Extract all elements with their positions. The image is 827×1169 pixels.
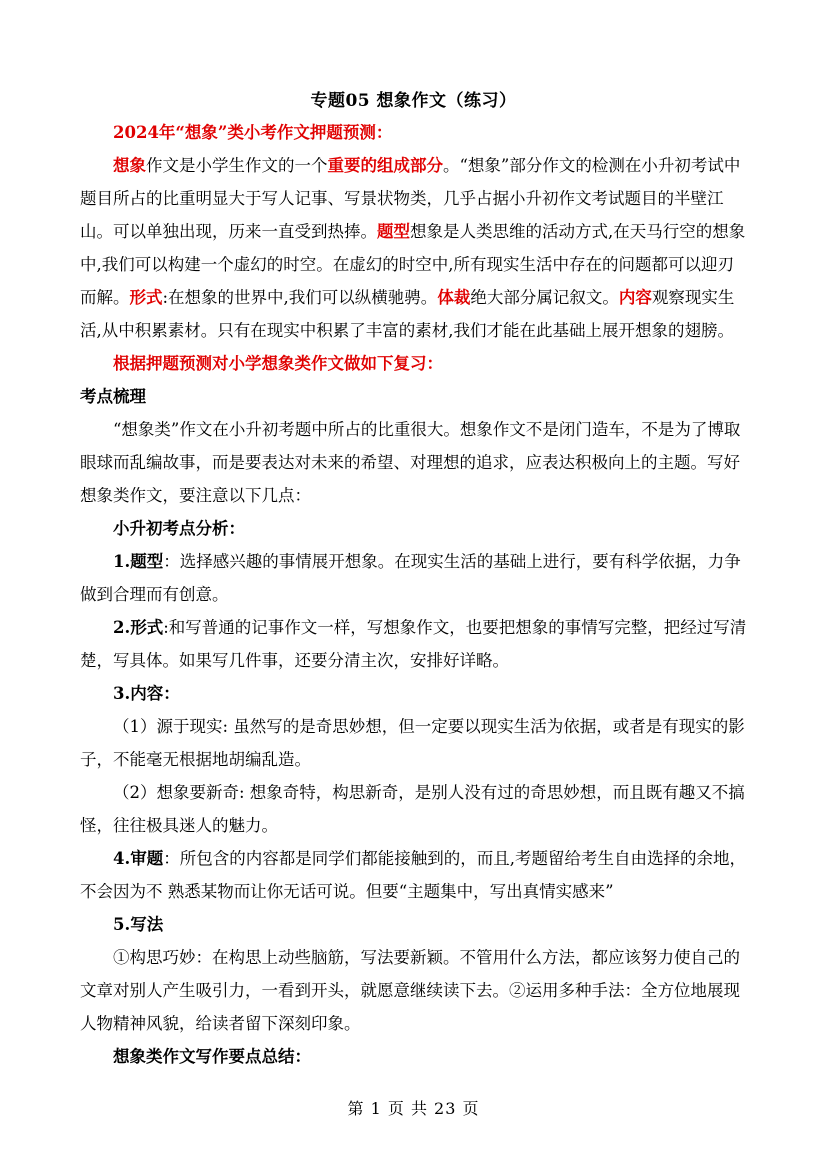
intro-text: 绝大部分属记叙文。 [470, 288, 619, 307]
item-writing-method: ①构思巧妙：在构思上动些脑筋，写法要新颖。不管用什么方法，都应该努力使自己的文章对别人产生吸引力，一看到开头，就愿意继续读下去。②运用多种手法：全方位地展现人物精神风貌，给读者留下深刻印象。 [80, 948, 740, 1033]
item-topic-review [80, 842, 748, 908]
item-text: ：选择感兴趣的事情展开想象。在现实生活的基础上进行，要有科学依据，力争做到合理而有创意。 [80, 552, 741, 604]
intro-keyword-type: 题型 [377, 222, 410, 241]
kaodian-heading: 考点梳理 [80, 387, 146, 406]
item-label-colon: ： [163, 684, 180, 703]
item-form [80, 611, 748, 677]
prediction-heading: 2024年“想象”类小考作文押题预测： [113, 123, 393, 142]
document-body [80, 116, 748, 1073]
intro-text: 想象是人类思维的活动方式,在天马行空的想象中,我们可以构建一个虚幻的时空。在虚幻的时空中,所有现实生活中存在的问题都可以迎刃而解。 [80, 222, 746, 307]
intro-keyword-important: 重要的组成部分 [327, 156, 443, 175]
item-writing-method-heading [80, 908, 748, 941]
item-question-type [80, 545, 748, 611]
analysis-heading: 小升初考点分析： [113, 519, 245, 538]
kaodian-paragraph: “想象类”作文在小升初考题中所占的比重很大。想象作文不是闭门造车，不是为了博取眼球而乱编故事，而是要表达对未来的希望、对理想的追求，应表达积极向上的主题。写好想象类作文，要注意以下几点： [80, 420, 741, 505]
page-title: 专题05 想象作文（练习） [310, 91, 517, 111]
item-content [80, 677, 748, 710]
item-label: 4.审题 [113, 849, 164, 868]
review-heading: 根据押题预测对小学想象类作文做如下复习： [113, 354, 443, 373]
intro-paragraph [80, 149, 748, 347]
intro-keyword-imagination: 想象 [113, 156, 146, 175]
item-label: 1.题型 [113, 552, 164, 571]
item-content-sub2: （2）想象要新奇: 想象奇特，构思新奇，是别人没有过的奇思妙想，而且既有趣又不搞怪，往往极具迷人的魅力。 [80, 783, 745, 835]
intro-keyword-form: 形式 [129, 288, 163, 307]
intro-text: :在想象的世界中,我们可以纵横驰骋。 [162, 288, 438, 307]
item-text: ：所包含的内容都是同学们都能接触到的，而且,考题留给考生自由选择的余地，不会因为不 熟悉某物而让你无话可说。但要“主题集中，写出真情实感来” [80, 849, 746, 901]
item-text: :和写普通的记事作文一样，写想象作文，也要把想象的事情写完整，把经过写清楚，写具体。如果写几件事，还要分清主次，安排好详略。 [80, 618, 747, 670]
item-content-sub1: （1）源于现实: 虽然写的是奇思妙想，但一定要以现实生活为依据，或者是有现实的影子，不能毫无根据地胡编乱造。 [80, 717, 745, 769]
item-label: 5.写法 [113, 915, 164, 934]
summary-heading: 想象类作文写作要点总结： [113, 1047, 311, 1066]
intro-text: 作文是小学生作文的一个 [146, 156, 328, 175]
intro-text: 观察现实生活,从中积累素材。只有在现实中积累了丰富的素材,我们才能在此基础上展开想象的翅膀。 [80, 288, 735, 340]
item-label: 3.内容 [113, 684, 164, 703]
intro-keyword-content: 内容 [618, 288, 652, 307]
item-label: 2.形式 [113, 618, 164, 637]
intro-keyword-genre: 体裁 [437, 288, 471, 307]
intro-text: 。“想象”部分作文的检测在小升初考试中题目所占的比重明显大于写人记事、写景状物类，几乎占据小升初作文考试题目的半壁江山。可以单独出现，历来一直受到热捧。 [80, 156, 741, 241]
page-footer: 第 1 页 共 23 页 [347, 1099, 480, 1118]
